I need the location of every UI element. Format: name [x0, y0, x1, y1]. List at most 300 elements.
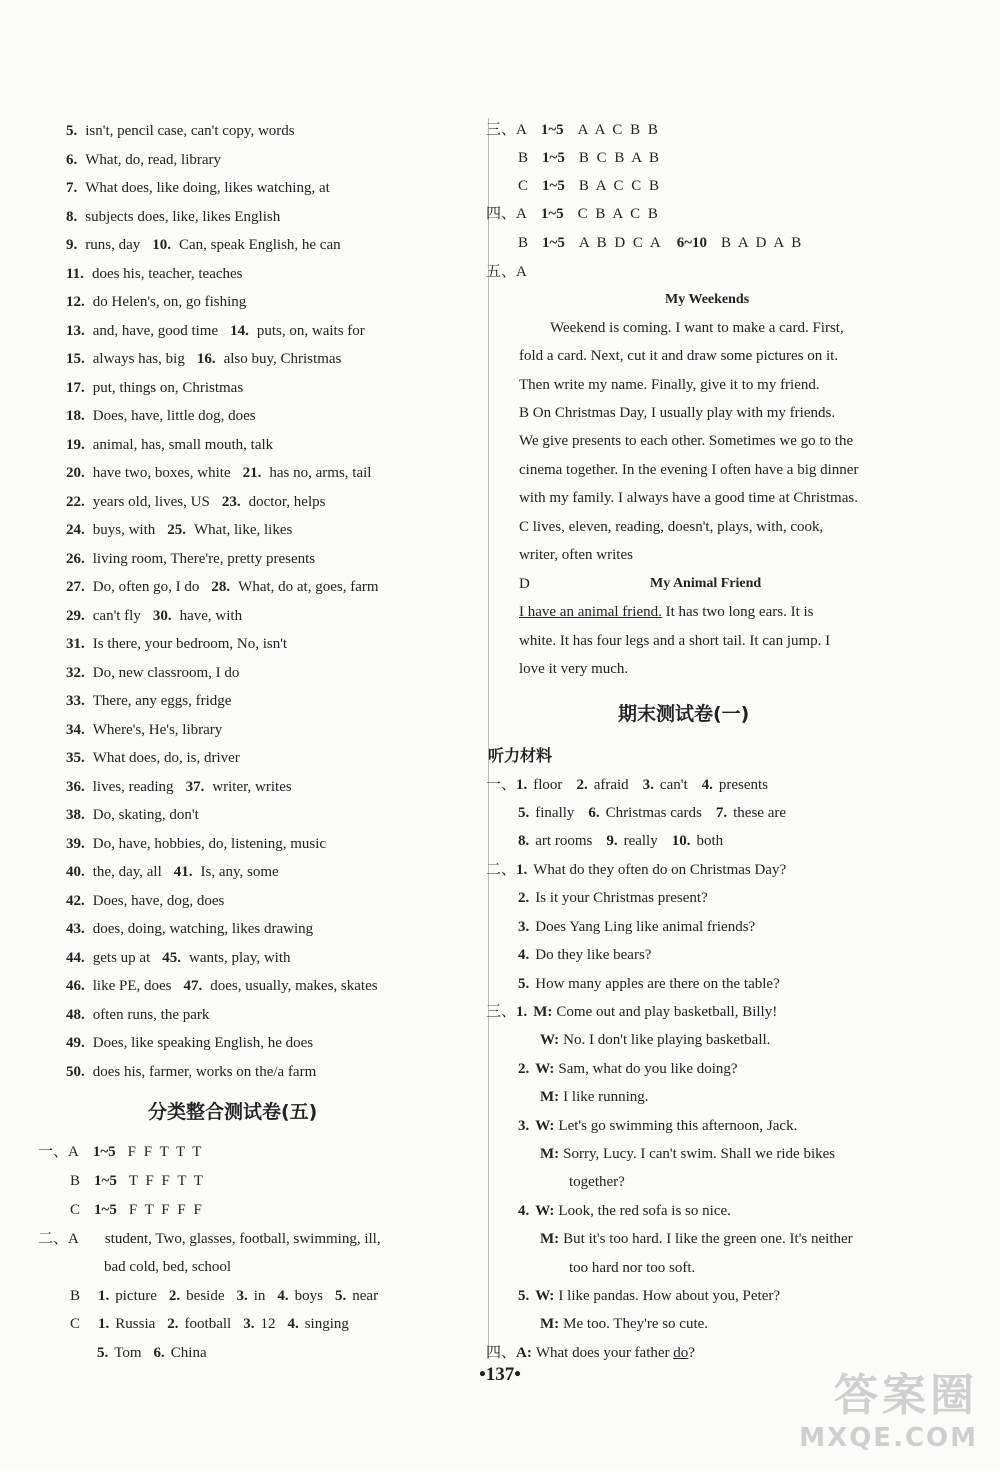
- question-text: What do they often do on Christmas Day?: [533, 862, 787, 878]
- item-answer: Tom: [114, 1345, 142, 1361]
- item-number: 9.: [606, 833, 618, 849]
- essay-text: It has two long ears. It is: [661, 604, 814, 620]
- item-number: 38.: [66, 807, 85, 823]
- dialogue-line: [540, 1144, 835, 1164]
- item-answer: often runs, the park: [92, 1006, 210, 1023]
- answer-values: A B D C A: [578, 235, 663, 251]
- item-answer: lives, reading: [92, 778, 174, 795]
- essay-line: [519, 602, 814, 622]
- range-label: 1~5: [94, 1202, 117, 1218]
- question-label: 四、: [486, 1344, 517, 1361]
- essay-line: with my family. I always have a good time at Christmas.: [519, 490, 858, 506]
- page-number: •137•: [479, 1364, 521, 1385]
- essay-line: Then write my name. Finally, give it to my friend.: [519, 377, 820, 393]
- item-answer: animal, has, small mouth, talk: [92, 436, 274, 453]
- answer-line: [97, 1343, 219, 1363]
- dialogue-text: But it's too hard. I like the green one. It's neither: [563, 1231, 853, 1248]
- item-number: 26.: [66, 550, 85, 567]
- answer-line: [66, 834, 326, 854]
- item-number: 29.: [66, 607, 85, 624]
- item-answer: Do, have, hobbies, do, listening, music: [92, 835, 327, 852]
- item-answer: beside: [186, 1288, 225, 1304]
- question-label: C: [70, 1202, 81, 1218]
- item-answer: Is, any, some: [200, 864, 279, 880]
- question-label: 二、: [486, 862, 517, 878]
- item-number: 10.: [671, 833, 691, 849]
- answer-line: [486, 775, 782, 795]
- answer-line: [66, 235, 341, 255]
- item-answer: really: [623, 833, 658, 849]
- item-answer: picture: [115, 1288, 157, 1304]
- item-answer: Is there, your bedroom, No, isn't: [92, 636, 288, 652]
- item-answer: doctor, helps: [248, 493, 326, 510]
- answer-line: [66, 720, 222, 740]
- dialogue-line: [486, 1002, 777, 1022]
- speaker-label: W:: [535, 1202, 555, 1219]
- item-number: 31.: [66, 636, 85, 652]
- answer-values: F F T T T: [127, 1144, 204, 1160]
- answer-line: [66, 178, 330, 198]
- item-answer: Does, have, little dog, does: [92, 408, 256, 424]
- answer-values: A A C B B: [577, 122, 660, 138]
- speaker-label: W:: [535, 1117, 555, 1134]
- item-number: 2.: [168, 1288, 181, 1304]
- item-number: 20.: [66, 465, 85, 481]
- item-answer: does his, teacher, teaches: [91, 265, 243, 282]
- dialogue-line: [540, 1030, 770, 1050]
- answer-line: [518, 888, 708, 908]
- answer-line: [66, 663, 239, 683]
- underlined-word: do: [673, 1344, 689, 1361]
- question-label: 二、A: [38, 1231, 79, 1247]
- item-number: 1.: [516, 1004, 528, 1020]
- answer-line: [66, 1005, 209, 1025]
- answer-line: [486, 1343, 695, 1363]
- item-number: 17.: [66, 379, 85, 396]
- item-answer: like PE, does: [92, 978, 172, 994]
- answer-values: B C B A B: [578, 150, 662, 166]
- item-answer: Can, speak English, he can: [179, 237, 341, 253]
- answer-line: [66, 948, 291, 968]
- answer-line: [66, 891, 224, 911]
- item-answer: What, like, likes: [194, 522, 293, 538]
- item-answer: Do, skating, don't: [92, 807, 199, 823]
- question-label: 五、A: [486, 264, 527, 280]
- answer-line: [66, 606, 242, 626]
- answer-line: [38, 1142, 203, 1162]
- answer-line: [486, 262, 527, 282]
- item-number: 8.: [66, 208, 78, 225]
- item-answer: finally: [535, 805, 575, 821]
- item-answer: boys: [294, 1288, 324, 1304]
- essay-line: white. It has four legs and a short tail. It can jump. I: [519, 633, 831, 649]
- essay-line: We give presents to each other. Sometimes we go to the: [519, 433, 854, 449]
- item-answer: can't: [659, 777, 688, 793]
- answer-line: [70, 1200, 204, 1220]
- item-answer: singing: [304, 1316, 349, 1332]
- range-label: 1~5: [540, 206, 564, 222]
- speaker-label: W:: [540, 1032, 560, 1049]
- answer-line: [518, 233, 803, 253]
- answer-values: B A C C B: [578, 178, 662, 194]
- question-text: Is it your Christmas present?: [535, 890, 708, 907]
- item-answer: does, usually, makes, skates: [210, 978, 378, 994]
- item-answer: can't fly: [92, 607, 141, 624]
- speaker-label: M:: [540, 1146, 560, 1162]
- item-number: 3.: [243, 1316, 255, 1332]
- item-number: 6.: [588, 805, 600, 821]
- answer-values: C B A C B: [577, 206, 660, 222]
- item-number: 1.: [516, 777, 528, 793]
- item-number: 4.: [287, 1316, 299, 1332]
- watermark-text: 答案圈: [834, 1370, 978, 1421]
- answer-line: [519, 574, 530, 594]
- item-number: 41.: [173, 864, 193, 880]
- item-number: 22.: [66, 493, 85, 510]
- item-number: 7.: [715, 805, 728, 821]
- item-number: 27.: [66, 579, 85, 595]
- item-number: 2.: [167, 1316, 179, 1332]
- item-answer: What does, like doing, likes watching, at: [85, 180, 330, 196]
- answer-line: [66, 748, 240, 768]
- dialogue-line: [518, 1201, 731, 1221]
- answer-line: [66, 321, 365, 341]
- item-number: 39.: [66, 835, 85, 852]
- item-answer: wants, play, with: [189, 949, 291, 966]
- answer-line: [66, 634, 287, 654]
- item-answer: near: [352, 1288, 379, 1304]
- item-answer: Christmas cards: [605, 805, 702, 821]
- question-label: B: [518, 235, 529, 251]
- section-title: 分类整合测试卷(五): [148, 1101, 318, 1123]
- item-answer: do Helen's, on, go fishing: [92, 294, 247, 310]
- dialogue-text: Come out and play basketball, Billy!: [556, 1004, 778, 1020]
- speaker-label: M:: [540, 1231, 560, 1248]
- answer-line: [518, 831, 737, 851]
- speaker-label: W:: [535, 1288, 555, 1304]
- item-answer: art rooms: [535, 833, 593, 849]
- item-number: 24.: [66, 522, 85, 538]
- question-label: 三、A: [486, 122, 527, 138]
- item-number: 44.: [66, 949, 85, 966]
- item-answer: and, have, good time: [92, 322, 219, 339]
- item-number: 45.: [162, 949, 181, 966]
- item-number: 5.: [518, 975, 530, 992]
- item-answer: Do, often go, I do: [92, 579, 200, 595]
- item-number: 1.: [98, 1288, 110, 1304]
- item-answer: has no, arms, tail: [269, 465, 372, 481]
- essay-line: B On Christmas Day, I usually play with my friends.: [519, 405, 836, 421]
- item-answer: isn't, pencil case, can't copy, words: [85, 123, 295, 139]
- item-answer: writer, writes: [212, 778, 292, 795]
- range-label: 1~5: [94, 1173, 117, 1189]
- answer-line: [66, 1033, 313, 1053]
- item-number: 9.: [66, 237, 78, 253]
- answer-line: [66, 1062, 316, 1082]
- item-answer: floor: [533, 777, 563, 793]
- answer-line: [66, 777, 292, 797]
- range-label: 1~5: [542, 178, 565, 194]
- answer-text: student, Two, glasses, football, swimming, ill,: [104, 1231, 381, 1247]
- item-number: 11.: [66, 265, 84, 282]
- answer-line: [104, 1257, 231, 1277]
- item-answer: these are: [733, 805, 787, 821]
- item-number: 6.: [153, 1345, 165, 1361]
- item-answer: football: [184, 1316, 232, 1332]
- question-text: ?: [688, 1344, 695, 1361]
- item-number: 4.: [277, 1288, 289, 1304]
- answer-line: [66, 435, 273, 455]
- item-answer: What, do at, goes, farm: [238, 579, 379, 595]
- range-label: 6~10: [676, 235, 707, 251]
- dialogue-line: [540, 1087, 649, 1107]
- item-answer: puts, on, waits for: [256, 322, 365, 339]
- question-text: Does Yang Ling like animal friends?: [535, 918, 756, 935]
- answer-line: [518, 176, 661, 196]
- answer-line: [486, 860, 786, 880]
- range-label: 1~5: [540, 122, 564, 138]
- item-number: 3.: [642, 777, 654, 793]
- column-divider: [488, 118, 489, 1358]
- answer-line: [70, 1171, 205, 1191]
- underlined-sentence: I have an animal friend.: [519, 604, 662, 620]
- answer-line: [66, 264, 243, 284]
- item-number: 5.: [97, 1345, 109, 1361]
- answer-line: [70, 1286, 390, 1306]
- item-number: 5.: [335, 1288, 347, 1304]
- item-number: 6.: [66, 151, 78, 168]
- essay-line: cinema together. In the evening I often have a big dinner: [519, 462, 859, 478]
- question-label: B: [70, 1173, 81, 1189]
- watermark-logo: [799, 1359, 978, 1453]
- essay-line: Weekend is coming. I want to make a card. First,: [550, 320, 844, 336]
- answer-line: [66, 349, 341, 369]
- answer-line: [518, 148, 661, 168]
- answer-line: [66, 378, 243, 398]
- answer-line: [66, 976, 378, 996]
- dialogue-line: [540, 1314, 708, 1334]
- answer-line: [70, 1314, 361, 1334]
- range-label: 1~5: [542, 235, 565, 251]
- essay-line: love it very much.: [519, 661, 629, 677]
- question-label: 一、: [486, 777, 517, 793]
- answer-line: [66, 919, 313, 939]
- item-answer: subjects does, like, likes English: [85, 208, 281, 225]
- answer-line: [66, 406, 256, 426]
- item-answer: does his, farmer, works on the/a farm: [92, 1063, 317, 1080]
- essay-line: writer, often writes: [519, 547, 633, 563]
- item-answer: Does, have, dog, does: [92, 892, 225, 909]
- question-label: C: [70, 1316, 81, 1332]
- item-answer: Where's, He's, library: [92, 721, 223, 738]
- item-number: 10.: [152, 237, 171, 253]
- answer-line: [66, 805, 199, 825]
- item-answer: There, any eggs, fridge: [92, 693, 232, 709]
- item-number: 21.: [242, 465, 262, 481]
- answer-line: [38, 1229, 381, 1249]
- item-number: 3.: [518, 918, 530, 935]
- item-number: 3.: [236, 1288, 248, 1304]
- item-answer: does, doing, watching, likes drawing: [92, 921, 314, 937]
- item-number: 2.: [576, 777, 588, 793]
- essay-line: fold a card. Next, cut it and draw some pictures on it.: [519, 348, 839, 364]
- answer-text: bad cold, bed, school: [104, 1259, 232, 1275]
- item-number: 16.: [196, 351, 216, 367]
- dialogue-text: Sorry, Lucy. I can't swim. Shall we ride bikes: [563, 1146, 836, 1162]
- dialogue-line: [518, 1116, 797, 1136]
- dialogue-text: Look, the red sofa is so nice.: [558, 1202, 731, 1219]
- item-number: 5.: [66, 123, 78, 139]
- answer-line: [66, 207, 280, 227]
- question-label: B: [518, 150, 529, 166]
- item-answer: gets up at: [92, 949, 151, 966]
- item-number: 15.: [66, 351, 85, 367]
- item-number: 46.: [66, 978, 85, 994]
- answer-line: [66, 520, 292, 540]
- question-label: 一、A: [38, 1144, 79, 1160]
- question-text: How many apples are there on the table?: [535, 975, 780, 992]
- item-answer: Do, new classroom, I do: [92, 664, 240, 681]
- item-answer: 12: [260, 1316, 276, 1332]
- dialogue-line: together?: [569, 1174, 625, 1191]
- item-number: 5.: [518, 805, 530, 821]
- speaker-label: M:: [540, 1316, 560, 1333]
- question-text: What does your father: [535, 1344, 674, 1361]
- item-number: 2.: [518, 1060, 530, 1077]
- item-number: 48.: [66, 1006, 85, 1023]
- item-number: 1.: [98, 1316, 110, 1332]
- watermark-url: MXQE.COM: [799, 1423, 978, 1453]
- range-label: 1~5: [92, 1144, 116, 1160]
- item-answer: have two, boxes, white: [92, 465, 231, 481]
- dialogue-line: [540, 1229, 853, 1249]
- range-label: 1~5: [542, 150, 565, 166]
- item-number: 2.: [518, 890, 530, 907]
- dialogue-line: [518, 1059, 738, 1079]
- item-answer: What does, do, is, driver: [92, 750, 240, 766]
- question-label: 四、A: [486, 206, 527, 222]
- item-answer: in: [253, 1288, 266, 1304]
- answer-line: [66, 121, 295, 141]
- item-number: 7.: [66, 180, 78, 196]
- dialogue-text: Sam, what do you like doing?: [558, 1060, 738, 1077]
- question-text: Do they like bears?: [535, 947, 652, 964]
- section-title: 期末测试卷(一): [618, 703, 750, 725]
- answer-line: [66, 150, 221, 170]
- item-answer: always has, big: [92, 351, 185, 367]
- item-answer: Russia: [115, 1316, 156, 1332]
- item-number: 47.: [183, 978, 203, 994]
- answer-line: [66, 292, 246, 312]
- essay-title: My Weekends: [665, 292, 750, 307]
- item-answer: runs, day: [85, 237, 141, 253]
- item-number: 42.: [66, 892, 85, 909]
- item-number: 19.: [66, 436, 85, 453]
- question-label: B: [70, 1288, 81, 1304]
- speaker-label: W:: [535, 1060, 555, 1077]
- answer-values: T F F T T: [128, 1173, 205, 1189]
- item-answer: put, things on, Christmas: [92, 379, 244, 396]
- dialogue-text: I like pandas. How about you, Peter?: [558, 1288, 781, 1304]
- dialogue-text: No. I don't like playing basketball.: [563, 1032, 771, 1049]
- question-label: D: [519, 576, 530, 592]
- dialogue-text: Let's go swimming this afternoon, Jack.: [558, 1117, 798, 1134]
- item-number: 5.: [518, 1288, 530, 1304]
- speaker-label: A:: [516, 1344, 532, 1361]
- answer-line: [66, 862, 279, 882]
- item-number: 28.: [211, 579, 231, 595]
- item-number: 32.: [66, 664, 85, 681]
- item-answer: Does, like speaking English, he does: [92, 1035, 314, 1051]
- item-number: 18.: [66, 408, 85, 424]
- item-number: 12.: [66, 294, 85, 310]
- item-number: 36.: [66, 778, 85, 795]
- item-number: 25.: [167, 522, 187, 538]
- dialogue-line: too hard nor too soft.: [569, 1259, 696, 1276]
- item-number: 4.: [518, 1202, 530, 1219]
- item-number: 34.: [66, 721, 85, 738]
- answer-line: [518, 945, 651, 965]
- item-number: 8.: [518, 833, 530, 849]
- listening-heading: 听力材料: [488, 746, 553, 765]
- item-answer: afraid: [593, 777, 629, 793]
- answer-values: B A D A B: [721, 235, 804, 251]
- answer-line: [518, 974, 780, 994]
- item-answer: have, with: [179, 607, 243, 624]
- dialogue-line: [518, 1286, 780, 1306]
- answer-line: [66, 492, 325, 512]
- speaker-label: M:: [540, 1089, 560, 1106]
- item-answer: living room, There're, pretty presents: [92, 550, 316, 567]
- item-number: 23.: [221, 493, 241, 510]
- answer-line: [486, 120, 660, 140]
- item-number: 37.: [185, 778, 205, 795]
- answer-line: [66, 463, 371, 483]
- item-number: 14.: [230, 322, 249, 339]
- item-number: 13.: [66, 322, 85, 339]
- speaker-label: M:: [533, 1004, 553, 1020]
- item-number: 4.: [701, 777, 713, 793]
- essay-line: C lives, eleven, reading, doesn't, plays, with, cook,: [519, 519, 824, 535]
- item-answer: the, day, all: [92, 864, 162, 880]
- dialogue-text: I like running.: [563, 1089, 649, 1106]
- question-label: C: [518, 178, 529, 194]
- item-number: 40.: [66, 864, 85, 880]
- item-number: 4.: [518, 947, 530, 964]
- item-answer: China: [170, 1345, 207, 1361]
- item-answer: years old, lives, US: [92, 493, 210, 510]
- item-number: 35.: [66, 750, 85, 766]
- item-number: 50.: [66, 1063, 85, 1080]
- item-number: 33.: [66, 693, 85, 709]
- answer-line: [66, 691, 231, 711]
- answer-line: [518, 917, 755, 937]
- answer-values: F T F F F: [128, 1202, 204, 1218]
- dialogue-text: Me too. They're so cute.: [563, 1316, 709, 1333]
- item-answer: presents: [718, 777, 769, 793]
- essay-title: My Animal Friend: [650, 576, 762, 591]
- question-label: 三、: [486, 1004, 517, 1020]
- item-number: 30.: [152, 607, 172, 624]
- item-answer: both: [696, 833, 724, 849]
- answer-line: [518, 803, 800, 823]
- item-number: 1.: [516, 862, 528, 878]
- item-answer: also buy, Christmas: [223, 351, 342, 367]
- item-number: 49.: [66, 1035, 85, 1051]
- item-answer: buys, with: [92, 522, 156, 538]
- answer-line: [66, 549, 315, 569]
- answer-line: [486, 204, 660, 224]
